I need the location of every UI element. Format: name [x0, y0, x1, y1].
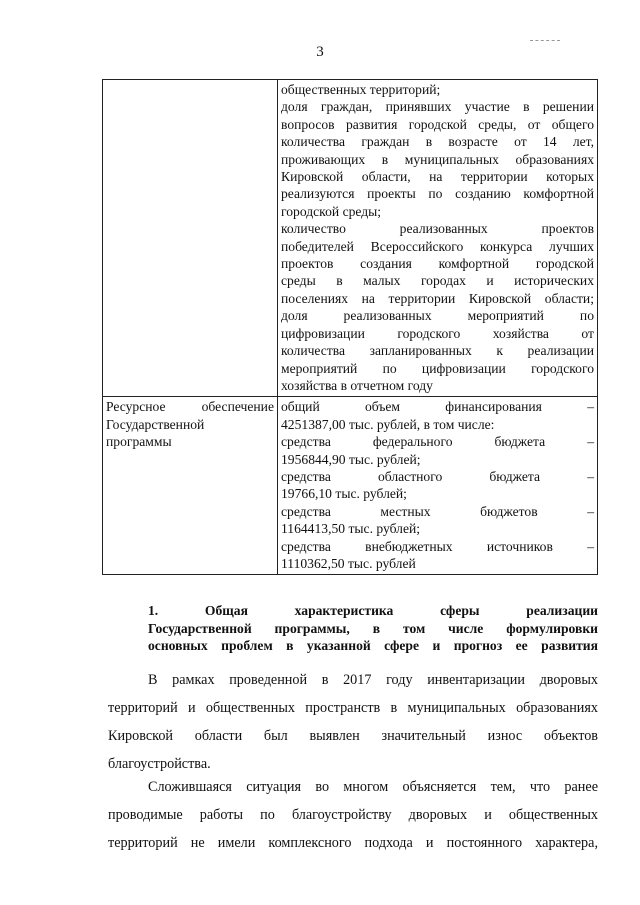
text-line: Кировской области, на территории которых: [281, 169, 594, 185]
text-line: городской среды;: [281, 203, 382, 219]
text-line: средства местных бюджетов –: [281, 503, 594, 519]
text-line: Государственной: [106, 416, 205, 432]
text-line: проживающих в муниципальных образованиях: [281, 151, 594, 167]
text-line: средства федерального бюджета –: [281, 434, 594, 450]
scan-mark: [530, 40, 560, 45]
text-line: средства внебюджетных источников –: [281, 538, 594, 554]
text-line: общественных территорий;: [281, 82, 441, 97]
paragraph-line: Сложившаяся ситуация во многом объясняется тем, что ранее: [148, 779, 598, 795]
text-line: 1110362,50 тыс. рублей: [281, 555, 416, 571]
table-row: [103, 397, 598, 575]
text-line: реализуются проекты по созданию комфортной: [281, 186, 594, 202]
page-number: 3: [316, 44, 324, 60]
section-heading: [148, 602, 598, 655]
paragraph-line: Кировской области был выявлен значительный износ объектов: [108, 728, 598, 744]
paragraph-line: благоустройства.: [108, 756, 211, 772]
text-line: доля реализованных мероприятий по: [281, 308, 594, 324]
text-line: количество реализованных проектов: [281, 221, 594, 237]
paragraph-line: В рамках проведенной в 2017 году инвентаризации дворовых: [148, 672, 598, 688]
text-line: 1164413,50 тыс. рублей;: [281, 521, 421, 537]
text-line: вопросов развития городской среды, от общего: [281, 116, 594, 132]
text-line: 1956844,90 тыс. рублей;: [281, 451, 421, 467]
paragraph: [108, 773, 598, 857]
text-line: цифровизации городского хозяйства от: [281, 325, 594, 341]
text-line: количества запланированных к реализации: [281, 343, 594, 359]
text-line: доля граждан, принявших участие в решении: [281, 99, 594, 115]
text-line: программы: [106, 434, 172, 450]
paragraph-line: проводимые работы по благоустройству дворовых и общественных: [108, 807, 598, 823]
heading-line: Государственной программы, в том числе формулировки: [148, 620, 598, 636]
passport-table: [102, 79, 598, 575]
text-line: общий объем финансирования –: [281, 399, 594, 415]
text-line: 19766,10 тыс. рублей;: [281, 486, 407, 502]
heading-line: 1. Общая характеристика сферы реализации: [148, 603, 598, 618]
table-cell-label: [103, 80, 278, 397]
text-line: проектов создания комфортной городской: [281, 256, 594, 272]
paragraph-line: территорий и общественных пространств в муниципальных образованиях: [108, 700, 598, 716]
text-line: среды в малых городах и исторических: [281, 273, 594, 289]
paragraph-line: территорий не имели комплексного подхода и постоянного характера,: [108, 835, 598, 851]
text-line: Ресурсное обеспечение: [106, 399, 274, 415]
text-line: мероприятий по цифровизации городского: [281, 360, 594, 376]
text-line: поселениях на территории Кировской области;: [281, 290, 594, 306]
text-line: средства областного бюджета –: [281, 468, 594, 484]
table-row: [103, 80, 598, 397]
text-line: 4251387,00 тыс. рублей, в том числе:: [281, 416, 495, 432]
paragraph: [108, 666, 598, 778]
table-cell-label: [103, 397, 278, 575]
text-line: хозяйства в отчетном году: [281, 377, 433, 393]
heading-line: основных проблем в указанной сфере и прогноз ее развития: [148, 638, 598, 653]
table-cell-indicators: [278, 80, 598, 397]
text-line: победителей Всероссийского конкурса лучших: [281, 238, 594, 254]
table-cell-funding: [278, 397, 598, 575]
text-line: количества граждан в возрасте от 14 лет,: [281, 134, 594, 150]
